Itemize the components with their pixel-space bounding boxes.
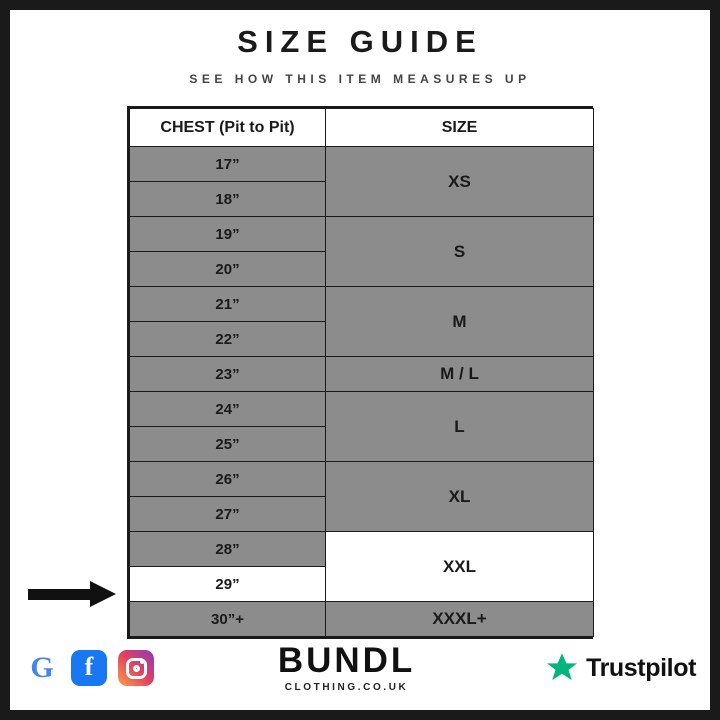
- size-label-cell: XXL: [326, 532, 594, 602]
- chest-measurement-cell: 24”: [130, 392, 326, 427]
- column-header-chest: CHEST (Pit to Pit): [130, 109, 326, 147]
- trustpilot-label: Trustpilot: [586, 653, 696, 682]
- size-label-cell: L: [326, 392, 594, 462]
- size-label-cell: M / L: [326, 357, 594, 392]
- instagram-lens: [133, 665, 140, 672]
- google-glyph: G: [30, 651, 54, 684]
- selected-row-arrow-icon: [28, 581, 118, 607]
- size-label-cell: XXXL+: [326, 602, 594, 637]
- table-row[interactable]: [130, 357, 594, 392]
- social-links: [24, 650, 154, 686]
- table-row[interactable]: [130, 462, 594, 497]
- table-row[interactable]: [130, 147, 594, 182]
- size-label-cell: XS: [326, 147, 594, 217]
- brand-website: CLOTHING.CO.UK: [284, 682, 409, 693]
- facebook-icon[interactable]: [71, 650, 107, 686]
- chest-measurement-cell: 21”: [130, 287, 326, 322]
- table-body: [130, 147, 594, 637]
- table-row[interactable]: [130, 392, 594, 427]
- footer: [10, 638, 710, 698]
- brand-logo: [278, 643, 415, 693]
- chest-measurement-cell: 29”: [130, 567, 326, 602]
- size-label-cell: S: [326, 217, 594, 287]
- size-label-cell: M: [326, 287, 594, 357]
- google-icon[interactable]: [24, 650, 60, 686]
- page-title: SIZE GUIDE: [237, 24, 483, 59]
- table-row[interactable]: [130, 602, 594, 637]
- arrow-shaft: [28, 589, 90, 600]
- chest-measurement-cell: 20”: [130, 252, 326, 287]
- trustpilot-star-icon: [545, 651, 579, 685]
- size-label-cell: XL: [326, 462, 594, 532]
- chest-measurement-cell: 26”: [130, 462, 326, 497]
- brand-name: BUNDL: [277, 641, 416, 680]
- table-row[interactable]: [130, 287, 594, 322]
- table-row[interactable]: [130, 532, 594, 567]
- page-subtitle: SEE HOW THIS ITEM MEASURES UP: [189, 72, 531, 86]
- facebook-glyph: f: [84, 652, 94, 681]
- chest-measurement-cell: 30”+: [130, 602, 326, 637]
- instagram-frame: [126, 658, 147, 679]
- chest-measurement-cell: 18”: [130, 182, 326, 217]
- table-header-row: [130, 109, 594, 147]
- instagram-icon[interactable]: [118, 650, 154, 686]
- column-header-size: SIZE: [326, 109, 594, 147]
- trustpilot-logo[interactable]: [545, 651, 696, 685]
- chest-measurement-cell: 28”: [130, 532, 326, 567]
- instagram-dot: [140, 660, 144, 664]
- table-row[interactable]: [130, 217, 594, 252]
- chest-measurement-cell: 22”: [130, 322, 326, 357]
- chest-measurement-cell: 27”: [130, 497, 326, 532]
- chest-measurement-cell: 17”: [130, 147, 326, 182]
- chest-measurement-cell: 25”: [130, 427, 326, 462]
- size-table: [129, 108, 594, 637]
- size-table-container: [127, 106, 593, 639]
- chest-measurement-cell: 23”: [130, 357, 326, 392]
- size-guide-content: [10, 10, 710, 710]
- arrow-head: [90, 581, 116, 607]
- chest-measurement-cell: 19”: [130, 217, 326, 252]
